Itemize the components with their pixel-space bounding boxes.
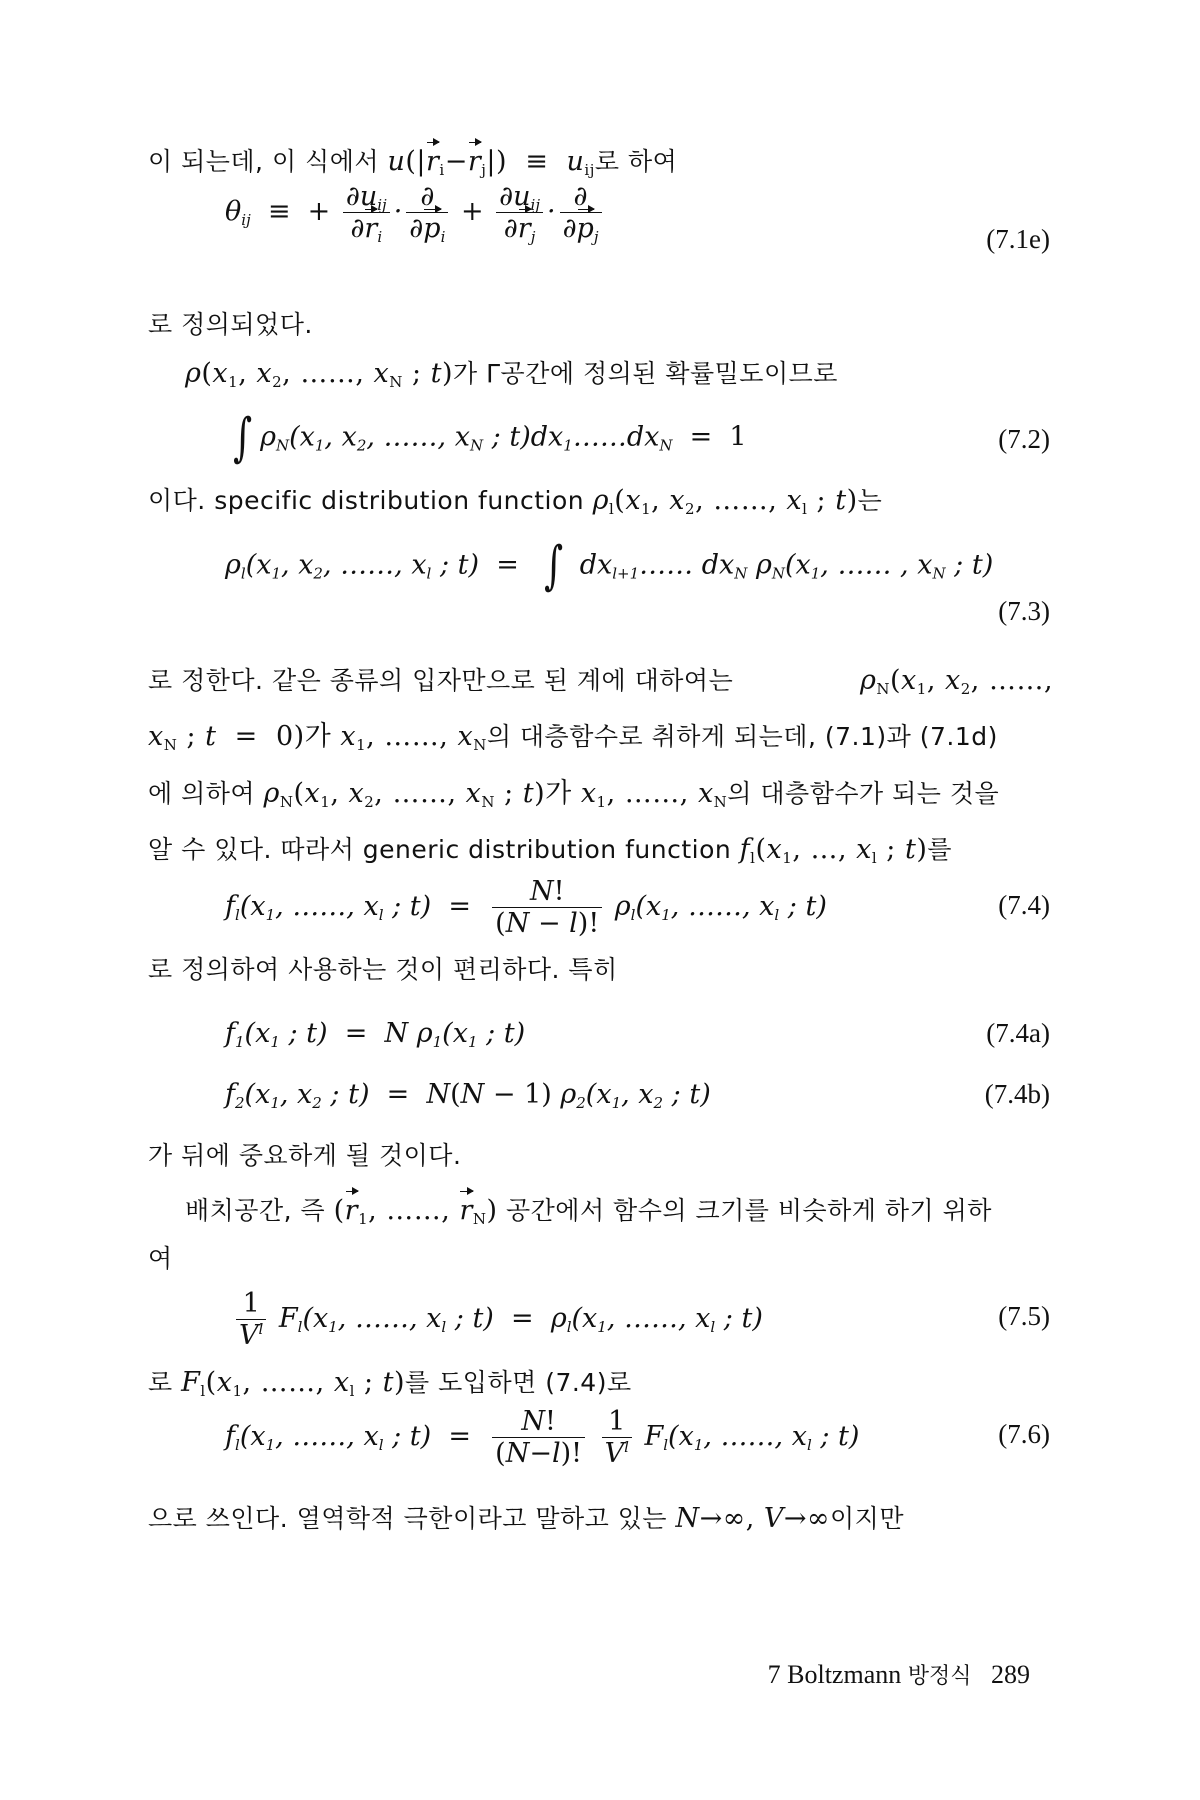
text-line-3: $\rho(x_1$, $x_2$, ……, $x_N$ ; t)가 Γ공간에 정의된 확률밀도이므로 (185, 358, 838, 391)
text-line-8: 알 수 있다. 따라서 generic distribution function $f_l(x_1$, …, $x_l$ ; t)를 (148, 834, 953, 867)
equation-7-3: $\rho_l(x_1$, $x_2$, ……, $x_l$ ; t) = ∫ $dx_{l+1}\dots\dots$ $dx_N$ $\rho_N(x_1$, …… , $x_N$ ; t) (225, 536, 994, 596)
equation-number-7-4b: (7.4b) (984, 1079, 1050, 1109)
equation-7-1e: $\theta_{ij}$ ≡ + $\frac{\partial u_{ij}}{\partial r_i}$ · $\frac{\partial}{\partial p_i}$ + $\frac{\partial u_{ij}}{\partial r_j}$ · $\frac{\partial}{\partial p_j}$ (225, 183, 606, 242)
equation-number-7-6: (7.6) (998, 1419, 1050, 1449)
text-line-11: 배치공간, 즉 ($r_1$, ……, $r_N$) 공간에서 함수의 크기를 비슷하게 하기 위하 (185, 1195, 992, 1228)
page-number: 289 (991, 1660, 1030, 1689)
chapter-label: 7 Boltzmann (767, 1660, 902, 1689)
text-line-4: 이다. specific distribution function $\rho_l(x_1$, $x_2$, ……, $x_l$ ; t)는 (148, 485, 883, 518)
text-line-14: 으로 쓰인다. 열역학적 극한이라고 말하고 있는 N→∞, V→∞이지만 (148, 1503, 904, 1534)
equation-7-6: $f_l(x_1$, ……, $x_l$ ; t) = $\frac{N!}{(N-l)!}$ $\frac{1}{V^l}$ $F_l(x_1$, ……, $x_l$ ; t) (225, 1406, 860, 1469)
equation-7-2: ∫ $\rho_N(x_1$, $x_2$, ……, $x_N$ ; $t)dx_1\dots\dots dx_N = 1$ (233, 408, 747, 468)
equation-number-7-2: (7.2) (998, 424, 1050, 454)
text-line-10: 가 뒤에 중요하게 될 것이다. (148, 1141, 462, 1170)
equation-number-7-5: (7.5) (998, 1301, 1050, 1331)
equation-7-5: $\frac{1}{V^l}$ $F_l(x_1$, ……, $x_l$ ; $t) = \rho_l(x_1$, ……, $x_l$ ; t) (232, 1290, 763, 1349)
page-footer (768, 1662, 1030, 1688)
equation-number-7-1e: (7.1e) (986, 224, 1050, 254)
text-line-9: 로 정의하여 사용하는 것이 편리하다. 특히 (148, 955, 618, 984)
equation-7-4b: $f_2(x_1$, $x_2$ ; t) = N(N − 1) $\rho_2(x_1$, $x_2$ ; t) (225, 1079, 711, 1112)
equation-number-7-4: (7.4) (998, 890, 1050, 920)
equation-number-7-3: (7.3) (998, 596, 1050, 626)
text-line-2: 로 정의되었다. (148, 310, 313, 339)
text-line-7: 에 의하여 $\rho_N(x_1$, $x_2$, ……, $x_N$ ; t)가 $x_1$, ……, $x_N$의 대층함수가 되는 것을 (148, 778, 1000, 811)
text-line-5-math: $\rho_N(x_1$, $x_2$, ……, (860, 665, 1054, 698)
text-line-1: 이 되는데, 이 식에서 $u(|r_i-r_j|) \equiv u_{ij}$로 하여 (148, 146, 678, 179)
equation-number-7-4a: (7.4a) (986, 1018, 1050, 1048)
text-line-12: 여 (148, 1244, 173, 1273)
chapter-title: 방정식 (907, 1664, 972, 1689)
text-line-13: 로 $F_l(x_1$, ……, $x_l$ ; t)를 도입하면 (7.4)로 (148, 1367, 632, 1400)
equation-7-4a: $f_1(x_1$ ; t) = N $\rho_1(x_1$ ; t) (225, 1018, 526, 1051)
text-line-6: $x_N$ ; t = 0)가 $x_1$, ……, $x_N$의 대층함수로 취하게 되는데, (7.1)과 (7.1d) (148, 721, 998, 754)
text-line-5: 로 정한다. 같은 종류의 입자만으로 된 계에 대하여는 (148, 666, 734, 695)
equation-7-4: $f_l(x_1$, ……, $x_l$ ; t) = $\frac{N!}{(N - l)!}$ $\rho_l(x_1$, ……, $x_l$ ; t) (225, 876, 827, 939)
